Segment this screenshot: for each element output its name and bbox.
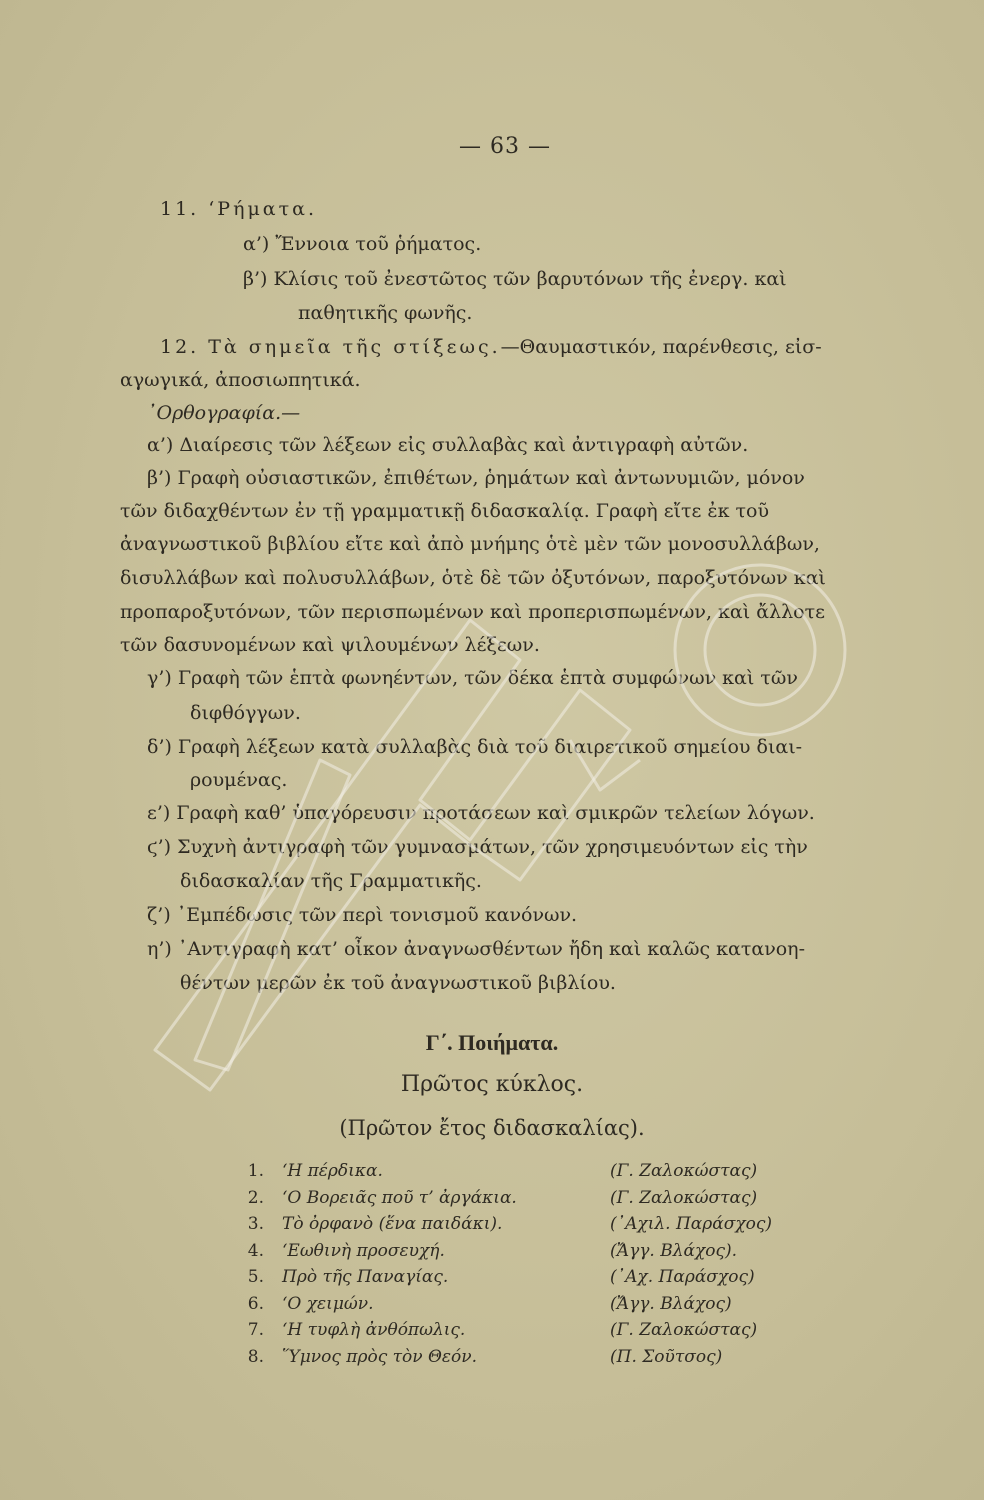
poem-row — [238, 1211, 798, 1238]
orthography-item-b-line: τῶν διδαχθέντων ἐν τῇ γραμματικῇ διδασκαλίᾳ. Γραφὴ εἴτε ἐκ τοῦ — [120, 500, 769, 522]
poem-row — [238, 1264, 798, 1291]
orthography-item-d-line: ρουμένας. — [190, 769, 288, 791]
section-12-rest: —Θαυμαστικόν, παρένθεσις, εἰσ- — [500, 336, 822, 358]
section-11-item-b-line2: παθητικῆς φωνῆς. — [298, 302, 473, 324]
section-11-item-a: α’) Ἔννοια τοῦ ῥήματος. — [243, 233, 482, 255]
poem-number: 4. — [247, 1240, 264, 1261]
poem-author: (Π. Σοῦτσος) — [610, 1346, 723, 1367]
poem-row — [238, 1317, 798, 1344]
poem-row — [238, 1185, 798, 1212]
poem-number: 5. — [247, 1267, 264, 1287]
poem-title: Τὸ ὀρφανὸ (ἕνα παιδάκι). — [282, 1214, 503, 1234]
orthography-item-h-line: η’) ᾿Αντιγραφὴ κατ’ οἶκον ἀναγνωσθέντων ἤδη καὶ καλῶς κατανοη- — [147, 938, 805, 960]
orthography-item-e: ε’) Γραφὴ καθ’ ὑπαγόρευσιν προτάσεων καὶ σμικρῶν τελείων λόγων. — [147, 802, 815, 824]
poem-author: (Γ. Ζαλοκώστας) — [610, 1187, 758, 1208]
orthography-item-a: α’) Διαίρεσις τῶν λέξεων εἰς συλλαβὰς καὶ ἀντιγραφὴ αὐτῶν. — [147, 434, 749, 456]
orthography-item-b-line: ἀναγνωστικοῦ βιβλίου εἴτε καὶ ἀπὸ μνήμης ὁτὲ μὲν τῶν μονοσυλλάβων, — [120, 533, 820, 555]
section-12-line1 — [160, 334, 822, 360]
poem-author: (᾿Αχ. Παράσχος) — [610, 1267, 755, 1287]
orthography-item-st-line: ϛ’) Συχνὴ ἀντιγραφὴ τῶν γυμνασμάτων, τῶν χρησιμευόντων εἰς τὴν — [147, 836, 808, 858]
poems-subheading: Πρῶτος κύκλος. — [400, 1072, 584, 1097]
page-number: — 63 — — [459, 134, 551, 159]
poem-row — [238, 1158, 798, 1185]
poem-row — [238, 1291, 798, 1318]
section-12-line2: αγωγικά, ἀποσιωπητικά. — [120, 369, 361, 391]
poem-title: ‘Ο Βορειᾶς ποῦ τ’ ἀργάκια. — [282, 1187, 517, 1208]
poem-title: ‘Ο χειμών. — [282, 1293, 374, 1314]
section-11-title: 11. ‘Ρήματα. — [160, 198, 318, 220]
poem-number: 8. — [247, 1346, 264, 1367]
poem-title: ‘Η πέρδικα. — [282, 1161, 383, 1181]
poem-author: (Γ. Ζαλοκώστας) — [610, 1161, 758, 1181]
orthography-item-b-line: β’) Γραφὴ οὐσιαστικῶν, ἐπιθέτων, ῥημάτων καὶ ἀντωνυμιῶν, μόνον — [147, 467, 805, 489]
section-11-item-b-line1: β’) Κλίσις τοῦ ἐνεστῶτος τῶν βαρυτόνων τῆς ἐνεργ. καὶ — [243, 268, 787, 290]
poems-heading: Γ΄. Ποιήματα. — [425, 1030, 559, 1055]
orthography-item-b-line: προπαροξυτόνων, τῶν περισπωμένων καὶ προπερισπωμένων, καὶ ἄλλοτε — [120, 601, 825, 623]
poem-author: (᾿Αχιλ. Παράσχος) — [610, 1214, 773, 1234]
poem-list — [238, 1158, 798, 1370]
poem-number: 1. — [247, 1161, 264, 1181]
poem-author: (Ἄγγ. Βλάχος). — [610, 1240, 738, 1261]
orthography-item-c-line: διφθόγγων. — [190, 702, 301, 724]
orthography-item-h-line: θέντων μερῶν ἐκ τοῦ ἀναγνωστικοῦ βιβλίου. — [180, 972, 616, 994]
orthography-item-b-line: τῶν δασυνομένων καὶ ψιλουμένων λέξεων. — [120, 634, 540, 656]
poem-row — [238, 1238, 798, 1265]
poem-number: 7. — [247, 1320, 264, 1340]
poem-title: ‘Εωθινὴ προσευχή. — [282, 1240, 445, 1261]
orthography-item-b-line: δισυλλάβων καὶ πολυσυλλάβων, ὁτὲ δὲ τῶν ὀξυτόνων, παροξυτόνων καὶ — [120, 567, 826, 589]
poems-year: (Πρῶτον ἔτος διδασκαλίας). — [339, 1116, 645, 1140]
poem-title: Ὕμνος πρὸς τὸν Θεόν. — [282, 1346, 478, 1367]
orthography-item-st-line: διδασκαλίαν τῆς Γραμματικῆς. — [180, 870, 482, 892]
orthography-item-z: ζ’) ᾿Εμπέδωσις τῶν περὶ τονισμοῦ κανόνων. — [147, 904, 578, 926]
poem-number: 6. — [247, 1293, 264, 1314]
orthography-item-d-line: δ’) Γραφὴ λέξεων κατὰ συλλαβὰς διὰ τοῦ διαιρετικοῦ σημείου διαι- — [147, 736, 803, 758]
poem-number: 2. — [247, 1187, 264, 1208]
poem-title: ‘Η τυφλὴ ἀνθόπωλις. — [282, 1320, 466, 1340]
poem-title: Πρὸ τῆς Παναγίας. — [282, 1267, 449, 1287]
section-12-title: 12. Τὰ σημεῖα τῆς στίξεως. — [160, 336, 501, 358]
poem-author: (Ἄγγ. Βλάχος) — [610, 1293, 732, 1314]
poem-author: (Γ. Ζαλοκώστας) — [610, 1320, 758, 1340]
poem-number: 3. — [247, 1214, 264, 1234]
orthography-item-c-line: γ’) Γραφὴ τῶν ἑπτὰ φωνηέντων, τῶν δέκα ἑπτὰ συμφώνων καὶ τῶν — [147, 667, 798, 689]
orthography-title: ᾿Ορθογραφία.— — [147, 402, 301, 424]
poem-row — [238, 1344, 798, 1371]
